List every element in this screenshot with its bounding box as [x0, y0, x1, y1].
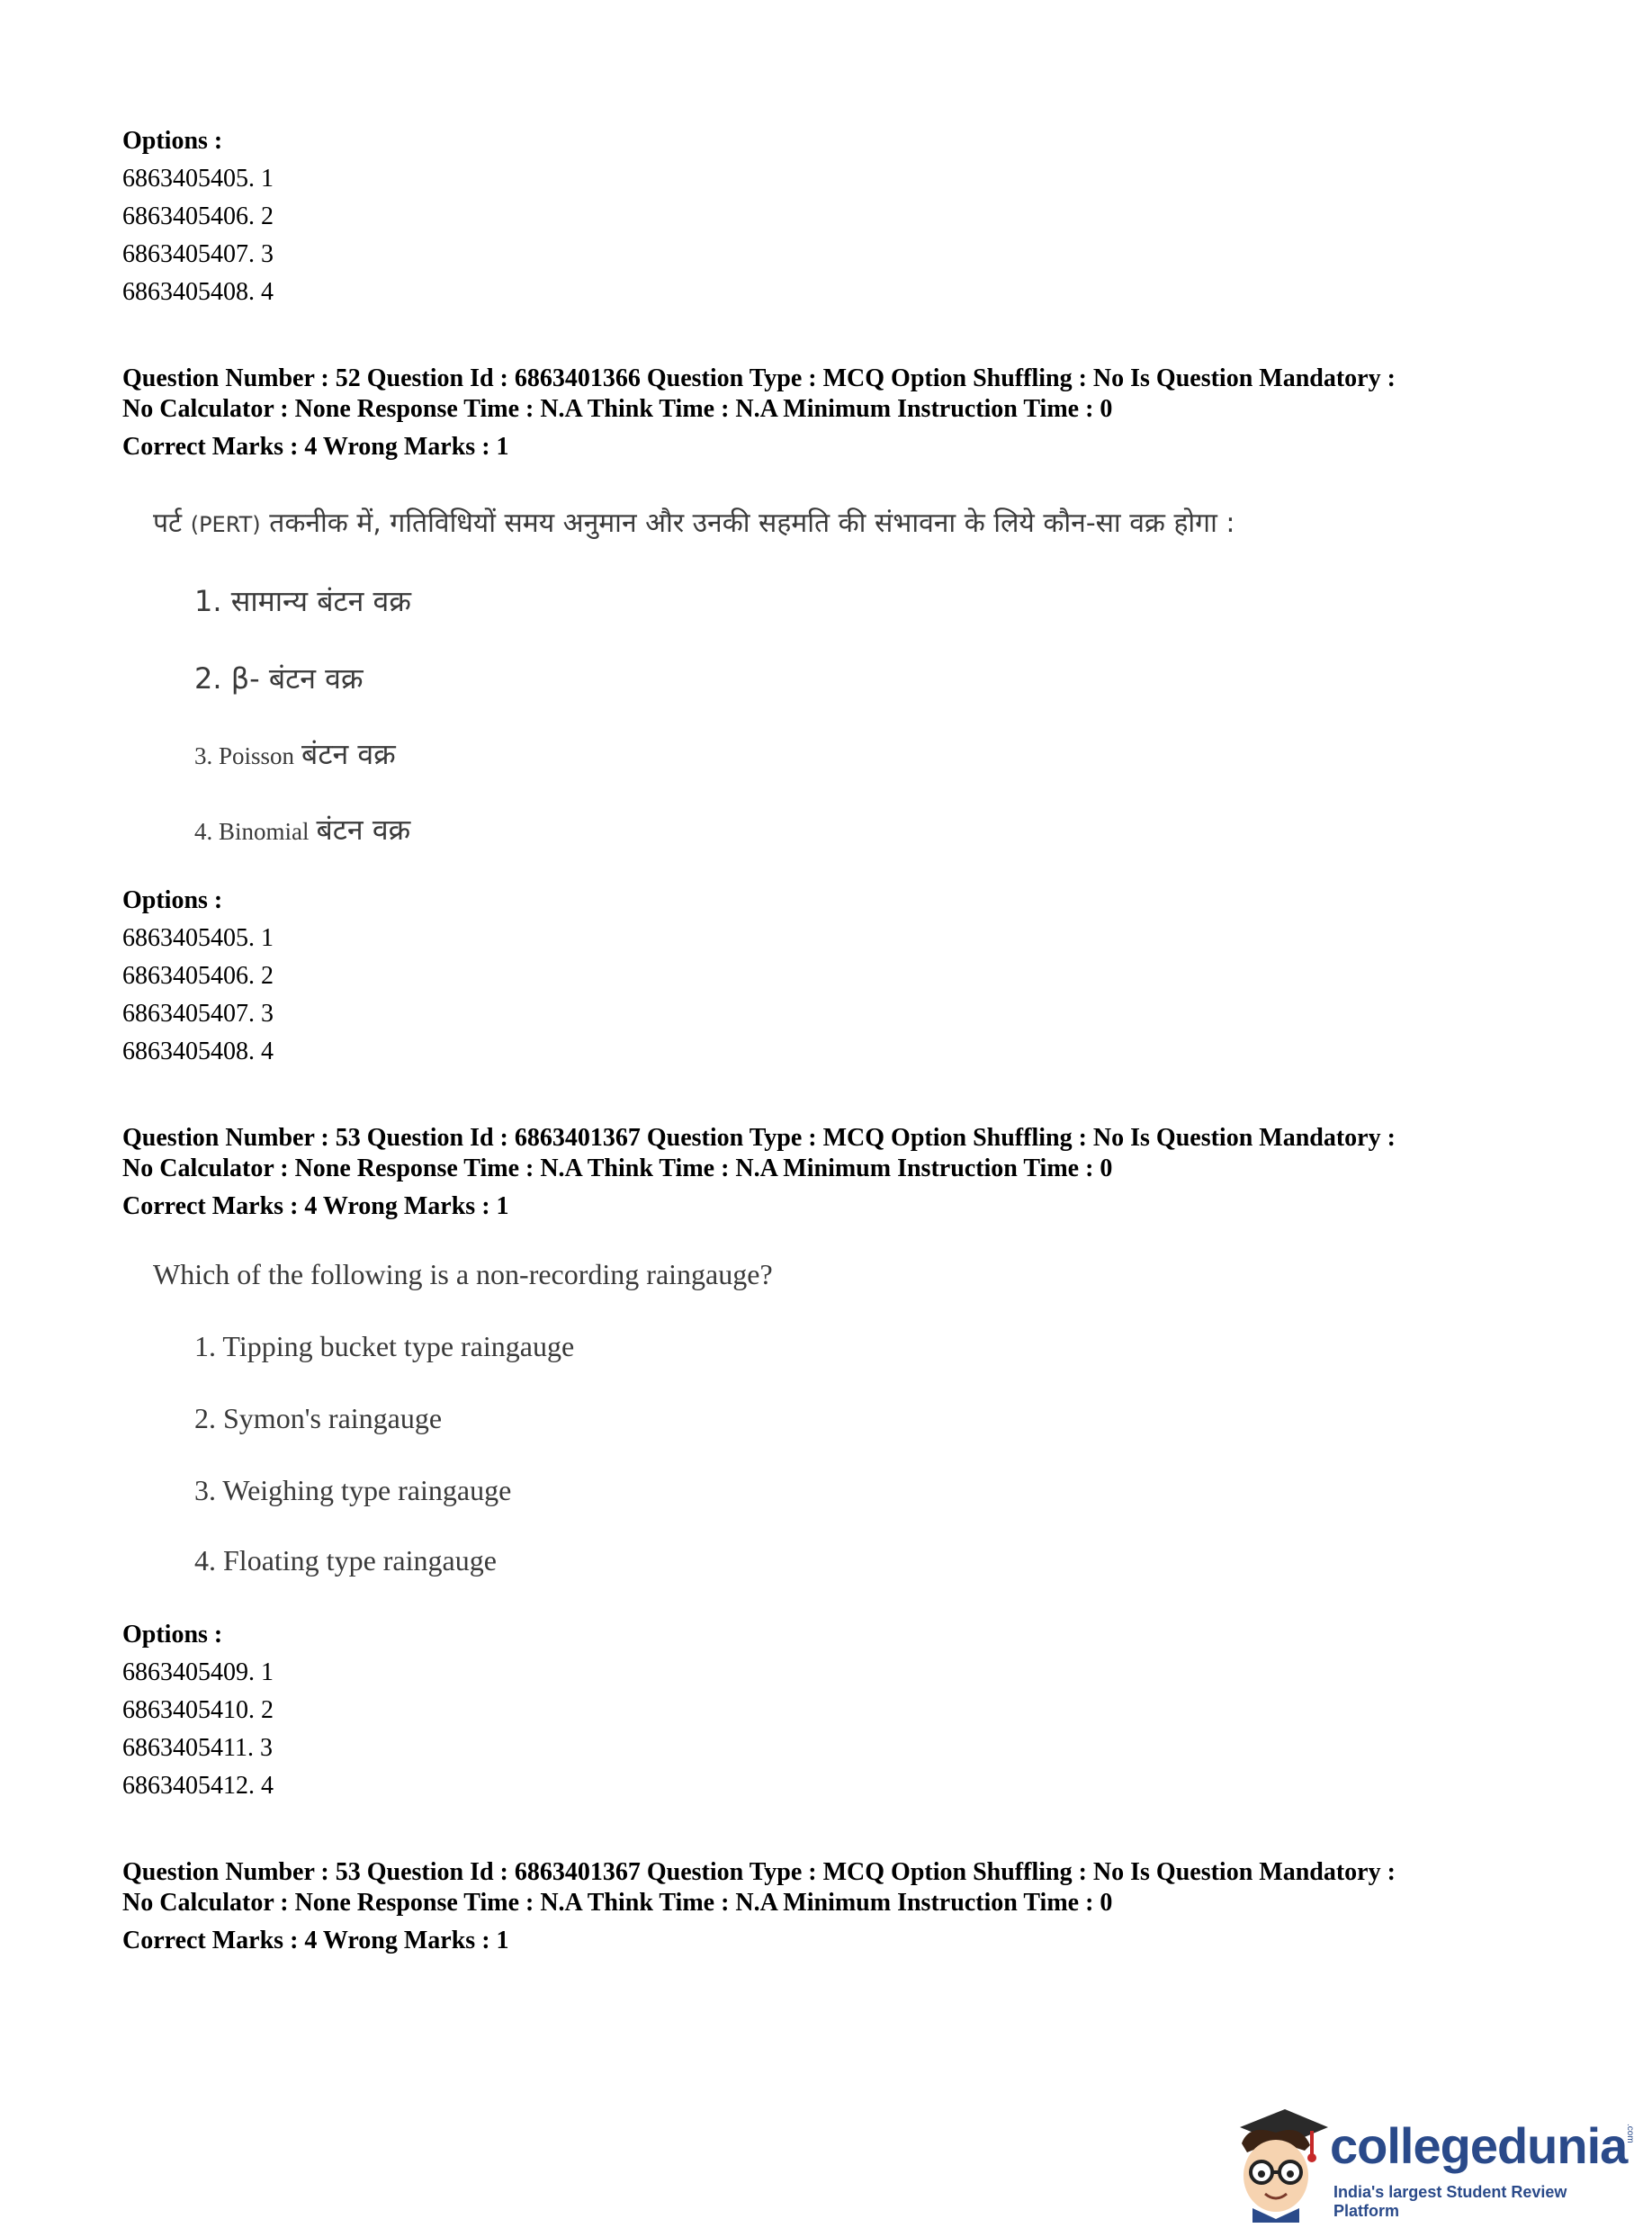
option-item: 6863405411. 3: [122, 1734, 273, 1762]
options-label: Options :: [122, 1621, 223, 1649]
collegedunia-logo: [1222, 2097, 1636, 2223]
option-item: 6863405412. 4: [122, 1772, 274, 1800]
question-choice: 4. Floating type raingauge: [194, 1544, 497, 1577]
question-meta: Question Number : 53 Question Id : 6863401367 Question Type : MCQ Option Shuffling : No Is Question Mandatory :: [122, 1124, 1396, 1152]
logo-tagline: India's largest Student Review Platform: [1333, 2183, 1567, 2220]
question-53-header: [122, 1123, 1562, 1222]
question-meta: No Calculator : None Response Time : N.A Think Time : N.A Minimum Instruction Time : 0: [122, 1889, 1113, 1917]
option-item: 6863405409. 1: [122, 1658, 274, 1686]
question-meta: Question Number : 53 Question Id : 6863401367 Question Type : MCQ Option Shuffling : No Is Question Mandatory :: [122, 1858, 1396, 1886]
question-choice: 3. Poisson बंटन वक्र: [194, 737, 396, 771]
option-item: 6863405405. 1: [122, 165, 274, 193]
question-52-header: [122, 364, 1562, 463]
option-item: 6863405407. 3: [122, 1000, 274, 1028]
question-choice: 1. सामान्य बंटन वक्र: [194, 584, 411, 618]
question-meta: No Calculator : None Response Time : N.A Think Time : N.A Minimum Instruction Time : 0: [122, 1154, 1113, 1182]
logo-domain: .com: [1625, 2124, 1635, 2143]
question-marks: Correct Marks : 4 Wrong Marks : 1: [122, 1927, 509, 1954]
question-52-body: [153, 506, 1413, 866]
options-label: Options :: [122, 127, 223, 155]
question-meta: Question Number : 52 Question Id : 6863401366 Question Type : MCQ Option Shuffling : No Is Question Mandatory :: [122, 364, 1396, 392]
option-item: 6863405408. 4: [122, 278, 274, 306]
option-item: 6863405407. 3: [122, 240, 274, 268]
options-block-53: [122, 1616, 1562, 1805]
question-choice: 3. Weighing type raingauge: [194, 1474, 512, 1506]
question-choice: 2. β- बंटन वक्र: [194, 661, 364, 696]
option-item: 6863405406. 2: [122, 202, 274, 230]
question-marks: Correct Marks : 4 Wrong Marks : 1: [122, 1192, 509, 1220]
option-item: 6863405405. 1: [122, 924, 274, 952]
options-block-52: [122, 882, 1562, 1071]
mascot-icon: [1222, 2097, 1330, 2223]
question-stem: पर्ट (PERT) तकनीक में, गतिविधियों समय अनुमान और उनकी सहमति की संभावना के लिये कौन-सा वक्र होगा :: [153, 508, 1235, 539]
option-item: 6863405408. 4: [122, 1038, 274, 1065]
question-choice: 2. Symon's raingauge: [194, 1402, 443, 1434]
question-53-body: [153, 1256, 1413, 1589]
question-choice: 4. Binomial बंटन वक्र: [194, 813, 411, 847]
option-item: 6863405406. 2: [122, 962, 274, 990]
options-block-1: [122, 122, 1562, 311]
question-53b-header: [122, 1857, 1562, 1956]
question-meta: No Calculator : None Response Time : N.A Think Time : N.A Minimum Instruction Time : 0: [122, 395, 1113, 423]
question-stem: Which of the following is a non-recording raingauge?: [153, 1258, 773, 1290]
options-label: Options :: [122, 886, 223, 914]
option-item: 6863405410. 2: [122, 1696, 274, 1724]
question-choice: 1. Tipping bucket type raingauge: [194, 1330, 575, 1362]
question-marks: Correct Marks : 4 Wrong Marks : 1: [122, 433, 509, 461]
logo-wordmark: collegedunia: [1330, 2117, 1628, 2174]
